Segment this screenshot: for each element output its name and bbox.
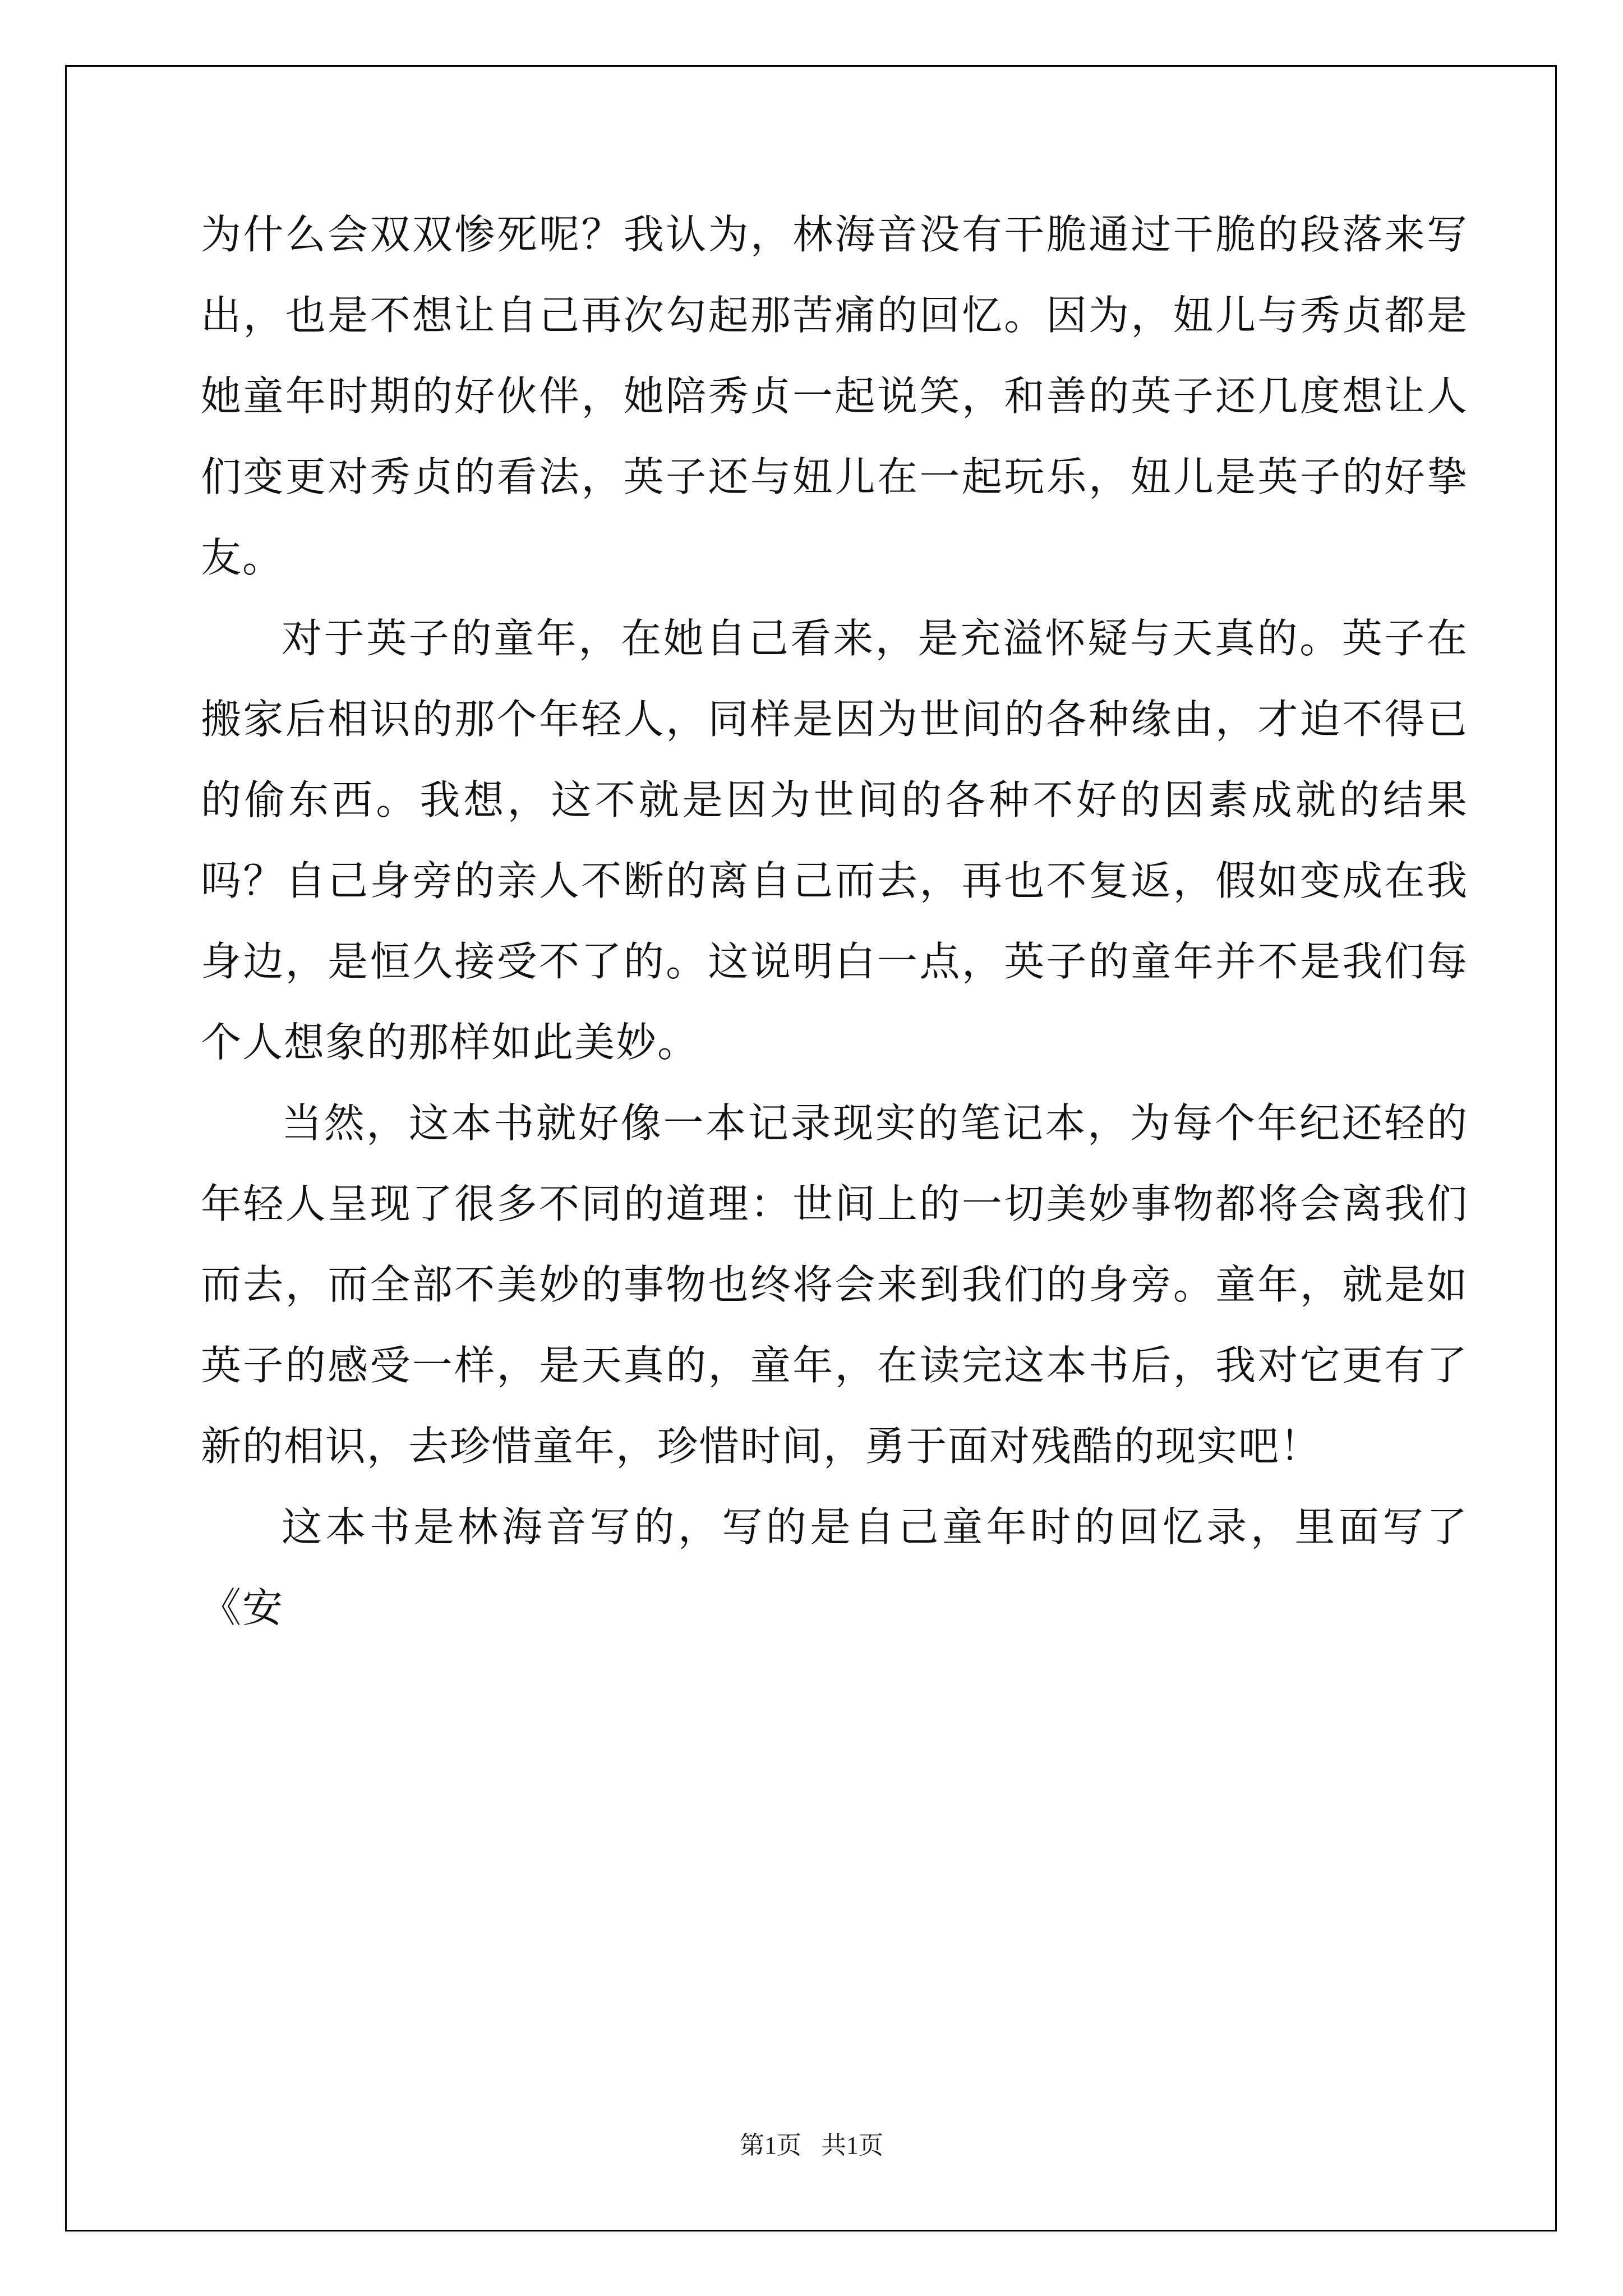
page-footer	[0, 2129, 1623, 2162]
paragraph-1: 为什么会双双惨死呢？我认为，林海音没有干脆通过干脆的段落来写出，也是不想让自己再次勾起那苦痛的回忆。因为，妞儿与秀贞都是她童年时期的好伙伴，她陪秀贞一起说笑，和善的英子还几度想让人们变更对秀贞的看法，英子还与妞儿在一起玩乐，妞儿是英子的好挚友。	[201, 211, 1468, 581]
page-total: 共1页	[822, 2132, 883, 2159]
paragraph-3: 当然，这本书就好像一本记录现实的笔记本，为每个年纪还轻的年轻人呈现了很多不同的道理：世间上的一切美妙事物都将会离我们而去，而全部不美妙的事物也终将会来到我们的身旁。童年，就是如英子的感受一样，是天真的，童年，在读完这本书后，我对它更有了新的相识，去珍惜童年，珍惜时间，勇于面对残酷的现实吧！	[201, 1099, 1468, 1470]
document-body	[201, 194, 1468, 1648]
page-number: 第1页	[740, 2132, 801, 2159]
paragraph-2: 对于英子的童年，在她自己看来，是充溢怀疑与天真的。英子在搬家后相识的那个年轻人，同样是因为世间的各种缘由，才迫不得已的偷东西。我想，这不就是因为世间的各种不好的因素成就的结果吗？自己身旁的亲人不断的离自己而去，再也不复返，假如变成在我身边，是恒久接受不了的。这说明白一点，英子的童年并不是我们每个人想象的那样如此美妙。	[201, 615, 1468, 1066]
paragraph-4: 这本书是林海音写的，写的是自己童年时的回忆录，里面写了《安	[201, 1503, 1468, 1631]
